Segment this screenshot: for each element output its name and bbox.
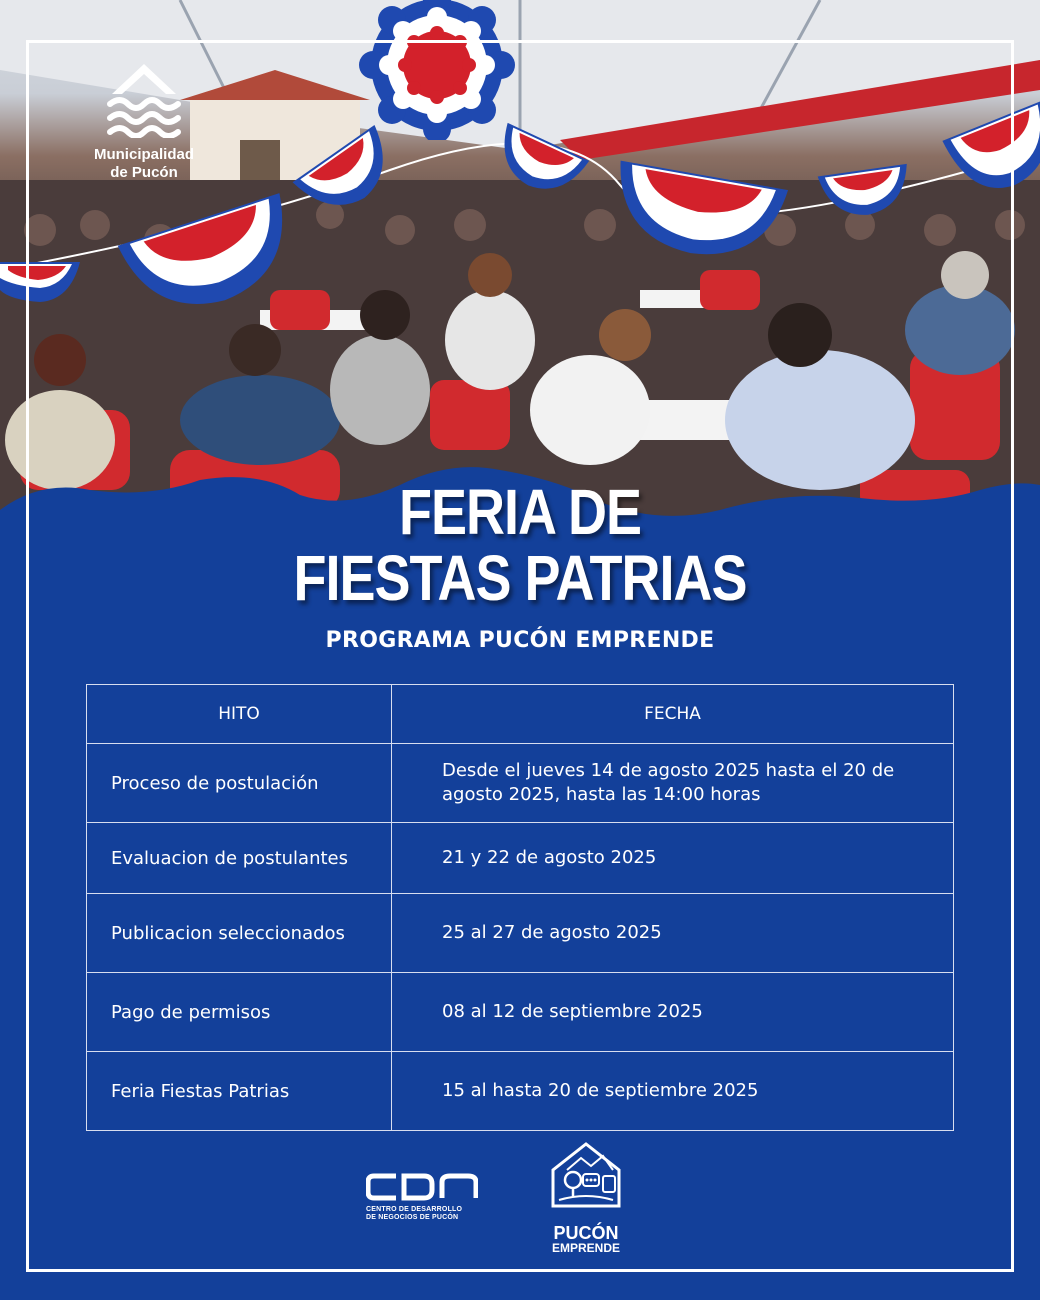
municipality-name-line1: Municipalidad <box>93 146 194 163</box>
table-header-row <box>87 685 954 744</box>
fecha-cell: 15 al hasta 20 de septiembre 2025 <box>392 1052 954 1131</box>
table-row <box>87 1052 954 1131</box>
hito-cell: Evaluacion de postulantes <box>87 823 392 894</box>
table-row <box>87 894 954 973</box>
title-line2: FIESTAS PATRIAS <box>293 543 747 615</box>
schedule-table <box>86 684 954 1131</box>
municipality-logo <box>74 60 214 182</box>
pucon-emprende-line2: EMPRENDE <box>551 1241 620 1255</box>
pucon-emprende-line1: PUCÓN <box>553 1223 619 1243</box>
cdn-logo <box>366 1172 482 1222</box>
hito-cell: Publicacion seleccionados <box>87 894 392 973</box>
program-subtitle: PROGRAMA PUCÓN EMPRENDE <box>325 628 715 653</box>
municipality-name-line2: de Pucón <box>110 164 178 181</box>
title-line1: FERIA DE <box>398 477 641 549</box>
pucon-emprende-logo <box>546 1140 626 1254</box>
header-fecha: FECHA <box>392 685 954 744</box>
hito-cell: Proceso de postulación <box>87 744 392 823</box>
cdn-line2: DE NEGOCIOS DE PUCÓN <box>366 1214 459 1221</box>
fecha-cell: 21 y 22 de agosto 2025 <box>392 823 954 894</box>
hito-cell: Feria Fiestas Patrias <box>87 1052 392 1131</box>
cdn-logo-icon <box>366 1172 478 1202</box>
table-row <box>87 744 954 823</box>
fecha-cell: Desde el jueves 14 de agosto 2025 hasta el 20 de agosto 2025, hasta las 14:00 horas <box>392 744 954 823</box>
pucon-emprende-logo-icon <box>547 1140 625 1216</box>
fecha-cell: 08 al 12 de septiembre 2025 <box>392 973 954 1052</box>
header-hito: HITO <box>87 685 392 744</box>
hito-cell: Pago de permisos <box>87 973 392 1052</box>
table-row <box>87 823 954 894</box>
cdn-line1: CENTRO DE DESARROLLO <box>366 1206 463 1213</box>
table-row <box>87 973 954 1052</box>
municipality-logo-icon <box>104 60 184 138</box>
rosette-icon <box>352 0 522 140</box>
fecha-cell: 25 al 27 de agosto 2025 <box>392 894 954 973</box>
